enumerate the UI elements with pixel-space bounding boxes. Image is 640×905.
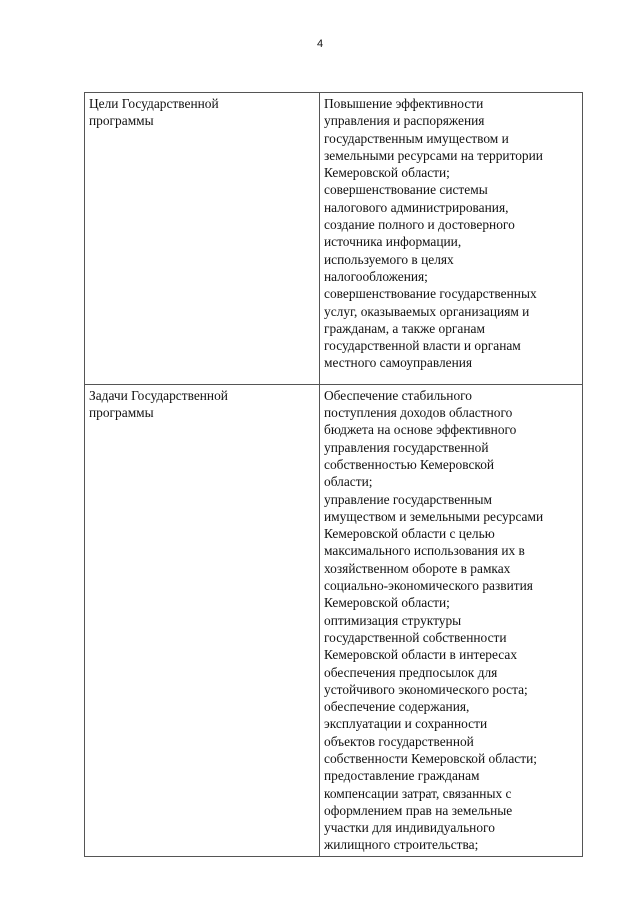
goals-text-line: государственным имуществом и: [324, 130, 509, 146]
tasks-text-line: хозяйственном обороте в рамках: [324, 560, 511, 576]
program-passport-table: [84, 92, 583, 857]
table-row-tasks: [85, 384, 583, 856]
table-row-goals: [85, 93, 583, 385]
tasks-text-line: оформлением прав на земельные: [324, 802, 513, 818]
tasks-text-line: объектов государственной: [324, 733, 474, 749]
tasks-text-line: участки для индивидуального: [324, 820, 495, 836]
tasks-text-line: поступления доходов областного: [324, 405, 513, 421]
tasks-label-line: программы: [89, 405, 154, 421]
goals-text-line: совершенствование системы: [324, 182, 488, 198]
goals-text-line: Кемеровской области;: [324, 165, 450, 181]
tasks-text-line: эксплуатации и сохранности: [324, 716, 488, 732]
goals-text-line: Повышение эффективности: [324, 96, 484, 111]
tasks-label-cell: [85, 384, 320, 856]
goals-text-line: государственной власти и органам: [324, 338, 521, 354]
tasks-text-line: обеспечения предпосылок для: [324, 664, 498, 680]
tasks-text-line: жилищного строительства;: [324, 837, 479, 853]
goals-text-line: управления и распоряжения: [324, 113, 485, 129]
goals-text-line: налогообложения;: [324, 268, 428, 284]
cell-spacer: [324, 372, 578, 382]
tasks-text-line: управление государственным: [324, 491, 492, 507]
goals-text-line: совершенствование государственных: [324, 286, 537, 302]
goals-text-line: используемого в целях: [324, 251, 454, 267]
tasks-text-line: собственностью Кемеровской: [324, 456, 495, 472]
tasks-text-line: оптимизация структуры: [324, 612, 462, 628]
goals-text-line: создание полного и достоверного: [324, 217, 515, 233]
goals-label-line: программы: [89, 113, 154, 129]
tasks-content-cell: [320, 384, 583, 856]
tasks-text-line: области;: [324, 474, 373, 490]
goals-content-cell: [320, 93, 583, 385]
goals-text-line: земельными ресурсами на территории: [324, 147, 543, 163]
tasks-text-line: Кемеровской области в интересах: [324, 647, 518, 663]
tasks-text-line: социально-экономического развития: [324, 578, 533, 594]
tasks-text-line: обеспечение содержания,: [324, 699, 470, 715]
goals-text-line: услуг, оказываемых организациям и: [324, 303, 530, 319]
tasks-text-line: собственности Кемеровской области;: [324, 750, 537, 766]
tasks-text-line: Обеспечение стабильного: [324, 387, 472, 403]
goals-label-cell: [85, 93, 320, 385]
tasks-text-line: компенсации затрат, связанных с: [324, 785, 512, 801]
tasks-text-line: предоставление гражданам: [324, 768, 480, 784]
goals-label-line: Цели Государственной: [89, 96, 219, 111]
goals-text-line: местного самоуправления: [324, 355, 473, 371]
tasks-label-line: Задачи Государственной: [89, 387, 228, 403]
goals-text-line: гражданам, а также органам: [324, 320, 485, 336]
tasks-text-line: Кемеровской области с целью: [324, 526, 495, 542]
goals-text-line: налогового администрирования,: [324, 199, 509, 215]
page-number: 4: [316, 38, 324, 50]
tasks-text-line: максимального использования их в: [324, 543, 525, 559]
tasks-text-line: имуществом и земельными ресурсами: [324, 508, 544, 524]
tasks-text-line: управления государственной: [324, 439, 489, 455]
tasks-text-line: бюджета на основе эффективного: [324, 422, 517, 438]
goals-text-line: источника информации,: [324, 234, 462, 250]
tasks-text-line: государственной собственности: [324, 629, 507, 645]
tasks-text-line: Кемеровской области;: [324, 595, 450, 611]
tasks-text-line: устойчивого экономического роста;: [324, 681, 528, 697]
